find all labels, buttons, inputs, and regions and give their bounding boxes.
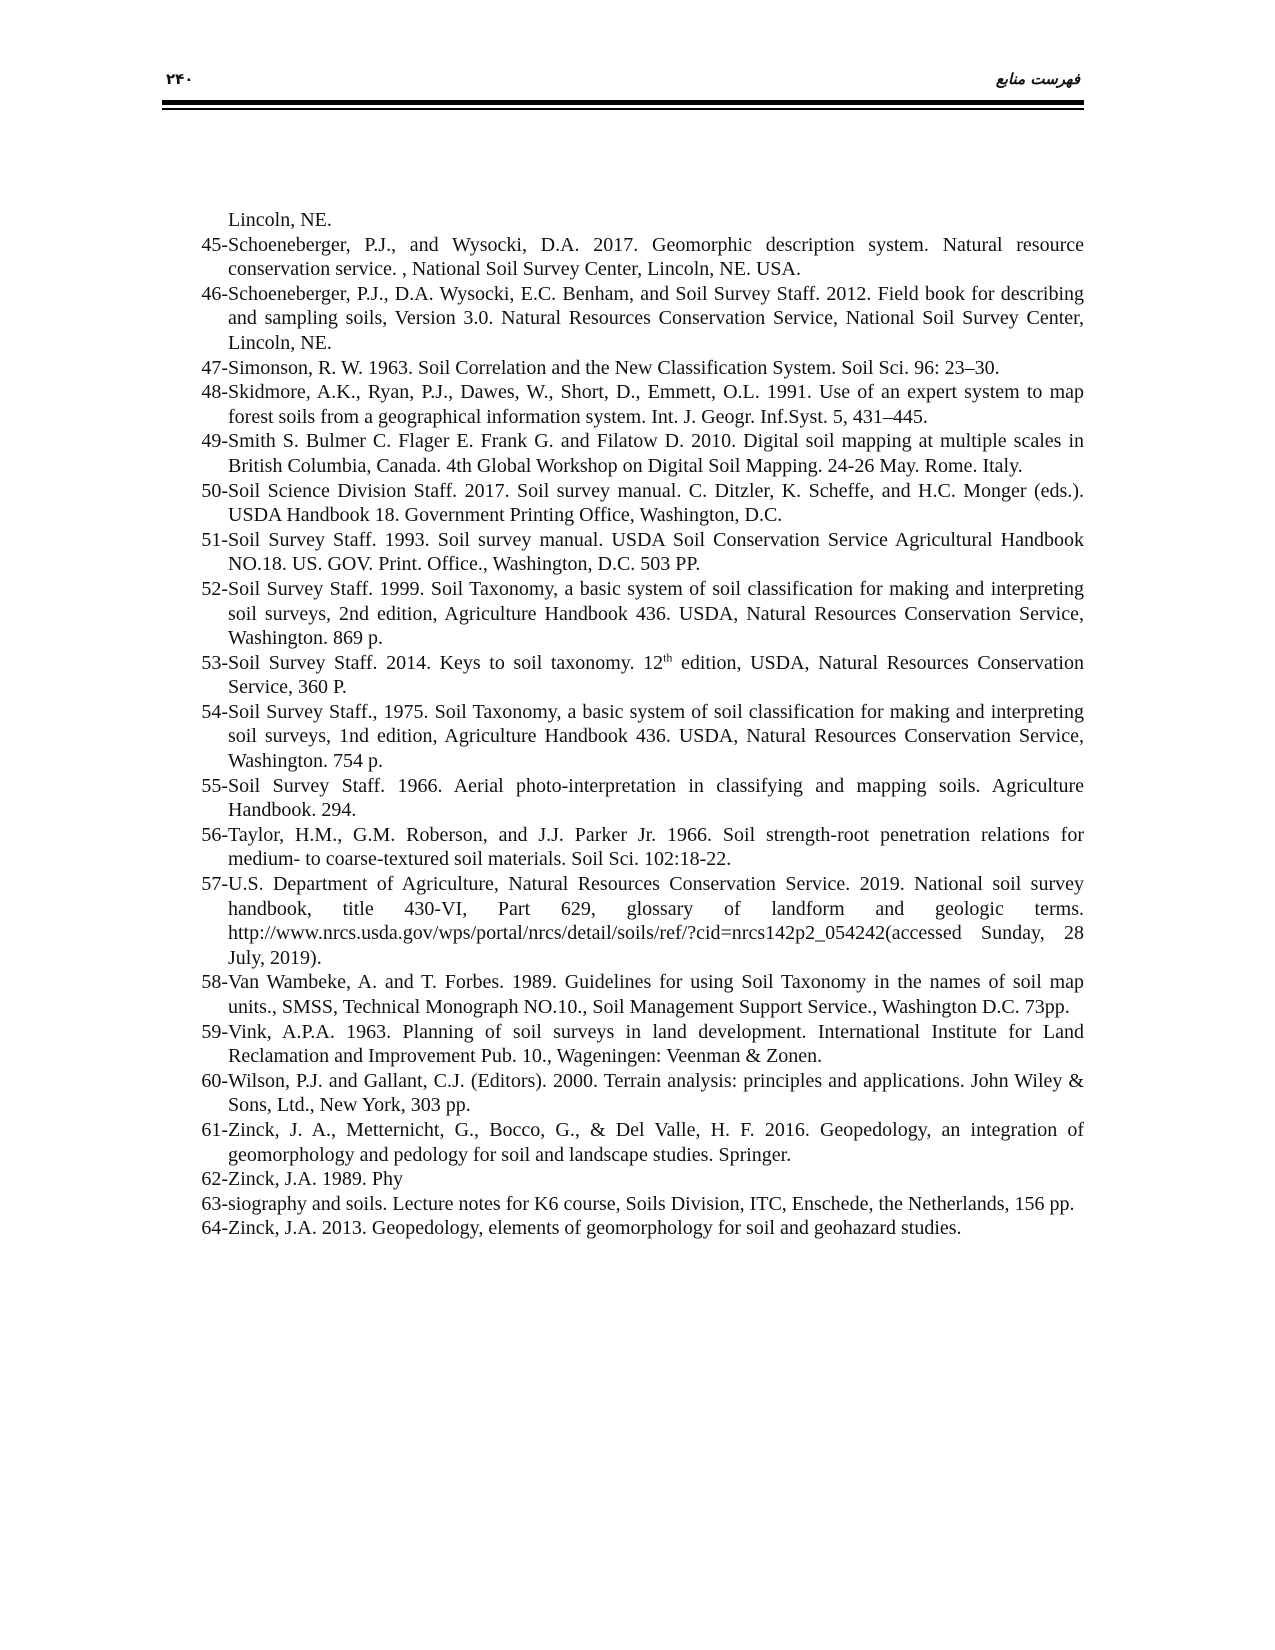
reference-item xyxy=(160,651,1084,700)
reference-text: Zinck, J.A. 1989. Phy xyxy=(228,1168,403,1191)
reference-number: 47- xyxy=(201,356,228,379)
reference-item xyxy=(160,1118,1084,1167)
reference-text: Schoeneberger, P.J., and Wysocki, D.A. 2017. Geomorphic description system. Natural resource conservation service. , National Soil Survey Center, Lincoln, NE. USA. xyxy=(228,233,1084,281)
reference-number: 64- xyxy=(201,1217,228,1240)
reference-item xyxy=(160,380,1084,429)
reference-item xyxy=(160,700,1084,774)
reference-item xyxy=(160,577,1084,651)
reference-text: Schoeneberger, P.J., D.A. Wysocki, E.C. Benham, and Soil Survey Staff. 2012. Field book for describing and sampling soils, Version 3.0. Natural Resources Conservation Service, National Soil Survey Center, Lincoln, NE. xyxy=(228,282,1084,354)
reference-number: 49- xyxy=(201,430,228,453)
reference-number: 53- xyxy=(201,651,228,674)
reference-number: 54- xyxy=(201,700,228,723)
header-rule-thin xyxy=(162,108,1084,110)
reference-text: Soil Survey Staff. 1993. Soil survey manual. USDA Soil Conservation Service Agricultural Handbook NO.18. US. GOV. Print. Office., Washington, D.C. 503 PP. xyxy=(228,528,1084,576)
reference-continuation: Lincoln, NE. xyxy=(228,209,332,231)
reference-number: 58- xyxy=(201,971,228,994)
reference-text: Van Wambeke, A. and T. Forbes. 1989. Guidelines for using Soil Taxonomy in the names of soil map units., SMSS, Technical Monograph NO.10., Soil Management Support Service., Washington D.C. 73pp. xyxy=(228,971,1084,1018)
reference-text: Wilson, P.J. and Gallant, C.J. (Editors). 2000. Terrain analysis: principles and applications. John Wiley & Sons, Ltd., New York, 303 pp. xyxy=(228,1069,1084,1117)
reference-number: 52- xyxy=(201,577,228,600)
reference-item xyxy=(160,429,1084,478)
reference-text: Smith S. Bulmer C. Flager E. Frank G. and Filatow D. 2010. Digital soil mapping at multiple scales in British Columbia, Canada. 4th Global Workshop on Digital Soil Mapping. 24-26 May. Rome. Italy. xyxy=(228,430,1084,477)
reference-text-part: edition, USDA, Natural Resources Conservation Service, 360 P. xyxy=(228,651,1084,699)
reference-text-part: Soil Survey Staff. 2014. Keys to soil taxonomy. 12 xyxy=(228,651,664,674)
reference-text: Simonson, R. W. 1963. Soil Correlation and the New Classification System. Soil Sci. 96: 23–30. xyxy=(228,356,1000,379)
reference-text: Vink, A.P.A. 1963. Planning of soil surveys in land development. International Institute for Land Reclamation and Improvement Pub. 10., Wageningen: Veenman & Zonen. xyxy=(228,1020,1084,1068)
reference-text xyxy=(228,651,1084,700)
reference-item xyxy=(160,970,1084,1019)
running-title: فهرست منابع xyxy=(995,70,1080,88)
reference-number: 59- xyxy=(201,1020,228,1043)
reference-item xyxy=(160,282,1084,356)
reference-number: 55- xyxy=(201,774,228,797)
reference-item xyxy=(160,233,1084,282)
reference-list xyxy=(160,208,1084,1241)
reference-number: 63- xyxy=(201,1192,228,1215)
reference-item xyxy=(160,1216,1084,1241)
reference-text: Soil Survey Staff. 1999. Soil Taxonomy, a basic system of soil classification for making and interpreting soil surveys, 2nd edition, Agriculture Handbook 436. USDA, Natural Resources Conservation Service, Washington. 869 p. xyxy=(228,577,1084,650)
reference-item xyxy=(160,774,1084,823)
reference-text: siography and soils. Lecture notes for K6 course, Soils Division, ITC, Enschede, the Netherlands, 156 pp. xyxy=(228,1192,1075,1215)
reference-text: Zinck, J. A., Metternicht, G., Bocco, G., & Del Valle, H. F. 2016. Geopedology, an integration of geomorphology and pedology for soil and landscape studies. Springer. xyxy=(228,1118,1084,1166)
reference-item xyxy=(160,1020,1084,1069)
reference-item xyxy=(160,356,1084,381)
page-number: ۲۴۰ xyxy=(166,70,194,88)
reference-item xyxy=(160,872,1084,970)
superscript-ordinal: th xyxy=(663,650,673,665)
reference-item xyxy=(160,1069,1084,1118)
reference-number: 62- xyxy=(201,1168,228,1191)
reference-item xyxy=(160,528,1084,577)
reference-item xyxy=(160,1192,1084,1217)
reference-number: 56- xyxy=(201,823,228,846)
reference-text: Soil Survey Staff. 1966. Aerial photo-interpretation in classifying and mapping soils. Agriculture Handbook. 294. xyxy=(228,774,1084,822)
reference-item xyxy=(160,1167,1084,1192)
reference-number: 60- xyxy=(201,1069,228,1092)
reference-text: Soil Survey Staff., 1975. Soil Taxonomy, a basic system of soil classification for making and interpreting soil surveys, 1nd edition, Agriculture Handbook 436. USDA, Natural Resources Conservation Service, Washington. 754 p. xyxy=(228,700,1084,773)
reference-text: Zinck, J.A. 2013. Geopedology, elements of geomorphology for soil and geohazard studies. xyxy=(228,1217,962,1240)
reference-item xyxy=(160,823,1084,872)
reference-number: 48- xyxy=(201,381,228,404)
reference-text: Soil Science Division Staff. 2017. Soil survey manual. C. Ditzler, K. Scheffe, and H.C. Monger (eds.). USDA Handbook 18. Government Printing Office, Washington, D.C. xyxy=(228,479,1084,527)
reference-number: 45- xyxy=(201,233,228,256)
reference-number: 46- xyxy=(201,282,228,305)
reference-number: 61- xyxy=(201,1118,228,1141)
page-header xyxy=(162,68,1084,94)
reference-item xyxy=(160,479,1084,528)
header-rule-thick xyxy=(162,100,1084,105)
reference-number: 57- xyxy=(201,873,228,896)
reference-text: Taylor, H.M., G.M. Roberson, and J.J. Parker Jr. 1966. Soil strength-root penetration relations for medium- to coarse-textured soil materials. Soil Sci. 102:18-22. xyxy=(228,823,1084,871)
reference-number: 51- xyxy=(201,528,228,551)
reference-text: U.S. Department of Agriculture, Natural Resources Conservation Service. 2019. National soil survey handbook, title 430-VI, Part 629, glossary of landform and geologic terms. http://www.nrcs.usda.gov/wps/portal/nrcs/detail/soils/ref/?cid=nrcs142p2_054242(accessed Sunday, 28 July, 2019). xyxy=(228,873,1084,969)
reference-text: Skidmore, A.K., Ryan, P.J., Dawes, W., Short, D., Emmett, O.L. 1991. Use of an expert system to map forest soils from a geographical information system. Int. J. Geogr. Inf.Syst. 5, 431–445. xyxy=(228,381,1084,428)
reference-number: 50- xyxy=(201,479,228,502)
